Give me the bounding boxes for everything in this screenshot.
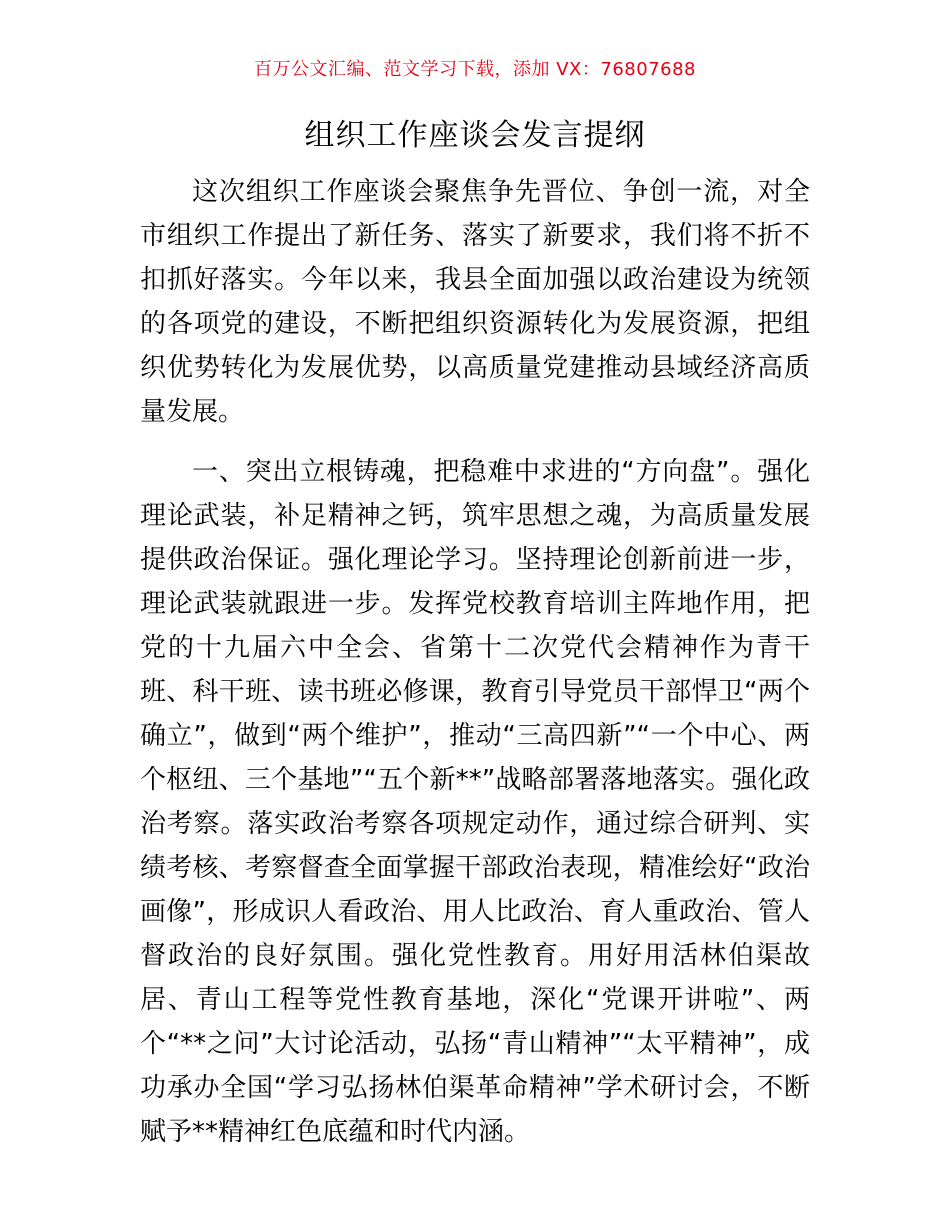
paragraph-section-one: 一、突出立根铸魂，把稳难中求进的“方向盘”。强化理论武装，补足精神之钙，筑牢思想之魂，为高质量发展提供政治保证。强化理论学习。坚持理论创新前进一步，理论武装就跟进一步。发挥党校教育培训主阵地作用，把党的十九届六中全会、省第十二次党代会精神作为青干班、科干班、读书班必修课，教育引导党员干部悍卫“两个确立”，做到“两个维护”，推动“三高四新”“一个中心、两个枢纽、三个基地”“五个新**”战略部署落地落实。强化政治考察。落实政治考察各项规定动作，通过综合研判、实绩考核、考察督查全面掌握干部政治表现，精准绘好“政治画像”，形成识人看政治、用人比政治、育人重政治、管人督政治的良好氛围。强化党性教育。用好用活林伯渠故居、青山工程等党性教育基地，深化“党课开讲啦”、两个“**之问”大讨论活动，弘扬“青山精神”“太平精神”，成功承办全国“学习弘扬林伯渠革命精神”学术研讨会，不断赋予**精神红色底蕴和时代内涵。 [140,457,810,1147]
document-title: 组织工作座谈会发言提纲 [304,118,646,153]
paragraph-intro: 这次组织工作座谈会聚焦争先晋位、争创一流，对全市组织工作提出了新任务、落实了新要求，我们将不折不扣抓好落实。今年以来，我县全面加强以政治建设为统领的各项党的建设，不断把组织资源转化为发展资源，把组织优势转化为发展优势，以高质量党建推动县域经济高质量发展。 [140,177,810,427]
document-body [140,170,810,1154]
header-note: 百万公文汇编、范文学习下载，添加 VX：76807688 [254,59,696,80]
